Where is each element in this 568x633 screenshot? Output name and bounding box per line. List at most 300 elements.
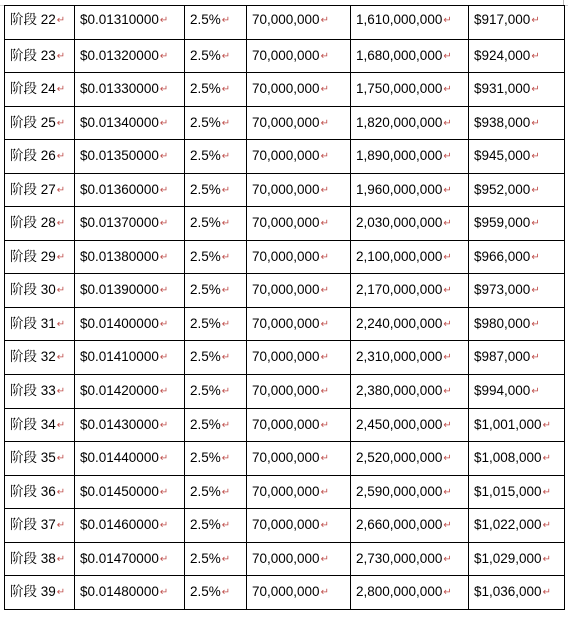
- paragraph-return-icon: ↵: [221, 453, 231, 465]
- amount-cell[interactable]: [469, 240, 565, 274]
- cell-text: $0.01400000: [80, 315, 159, 331]
- cell-text: 2,310,000,000: [356, 349, 443, 365]
- cumulative-cell[interactable]: [351, 475, 469, 509]
- amount-cell[interactable]: [469, 442, 565, 476]
- price-cell[interactable]: [75, 106, 185, 140]
- cell-text: 70,000,000: [252, 248, 320, 264]
- cell-text: 2,380,000,000: [356, 383, 443, 399]
- price-cell[interactable]: [75, 39, 185, 73]
- paragraph-return-icon: ↵: [443, 184, 452, 196]
- cell-text: 2.5%: [190, 383, 221, 399]
- table-row: [5, 274, 565, 308]
- table-row: [5, 576, 565, 610]
- paragraph-return-icon: ↵: [542, 486, 551, 498]
- paragraph-return-icon: ↵: [542, 453, 551, 465]
- cumulative-cell[interactable]: [351, 375, 469, 409]
- price-cell[interactable]: [75, 341, 185, 375]
- cell-text: $0.01390000: [80, 282, 159, 298]
- stage-cell[interactable]: [5, 39, 75, 73]
- allocation-cell[interactable]: [247, 6, 351, 40]
- paragraph-return-icon: ↵: [542, 520, 551, 532]
- allocation-cell[interactable]: [247, 576, 351, 610]
- price-cell[interactable]: [75, 274, 185, 308]
- stage-cell[interactable]: [5, 73, 75, 107]
- paragraph-return-icon: ↵: [159, 285, 169, 297]
- cell-text: $0.01420000: [80, 383, 159, 399]
- paragraph-return-icon: ↵: [320, 318, 329, 330]
- stage-cell[interactable]: [5, 542, 75, 576]
- paragraph-return-icon: ↵: [159, 15, 169, 26]
- cell-text: $1,022,000: [474, 517, 542, 533]
- rate-cell[interactable]: [185, 39, 247, 73]
- cumulative-cell[interactable]: [351, 240, 469, 274]
- paragraph-return-icon: ↵: [221, 251, 231, 263]
- amount-cell[interactable]: [469, 576, 565, 610]
- paragraph-return-icon: ↵: [443, 553, 452, 565]
- rate-cell[interactable]: [185, 509, 247, 543]
- allocation-cell[interactable]: [247, 207, 351, 241]
- allocation-cell[interactable]: [247, 73, 351, 107]
- rate-cell[interactable]: [185, 106, 247, 140]
- stage-cell[interactable]: [5, 375, 75, 409]
- paragraph-return-icon: ↵: [56, 386, 66, 398]
- paragraph-return-icon: ↵: [320, 419, 329, 431]
- table-row: [5, 207, 565, 241]
- rate-cell[interactable]: [185, 173, 247, 207]
- paragraph-return-icon: ↵: [159, 453, 169, 465]
- cell-text: 阶段 39: [10, 584, 56, 600]
- paragraph-return-icon: ↵: [56, 352, 66, 364]
- cumulative-cell[interactable]: [351, 442, 469, 476]
- cell-text: 2.5%: [190, 550, 221, 566]
- paragraph-return-icon: ↵: [320, 587, 329, 599]
- paragraph-return-icon: ↵: [56, 486, 66, 498]
- stage-cell[interactable]: [5, 207, 75, 241]
- cell-text: 阶段 24: [10, 81, 56, 97]
- cell-text: $917,000: [474, 12, 531, 27]
- paragraph-return-icon: ↵: [56, 285, 66, 297]
- paragraph-return-icon: ↵: [443, 218, 452, 230]
- paragraph-return-icon: ↵: [542, 587, 551, 599]
- paragraph-return-icon: ↵: [159, 184, 169, 196]
- paragraph-return-icon: ↵: [221, 553, 231, 565]
- paragraph-return-icon: ↵: [221, 184, 231, 196]
- rate-cell[interactable]: [185, 207, 247, 241]
- price-cell[interactable]: [75, 475, 185, 509]
- paragraph-return-icon: ↵: [443, 453, 452, 465]
- cell-text: $1,008,000: [474, 450, 542, 466]
- cell-text: 2,590,000,000: [356, 483, 443, 499]
- cell-text: 70,000,000: [252, 114, 320, 130]
- price-cell[interactable]: [75, 73, 185, 107]
- table-row: [5, 173, 565, 207]
- price-cell[interactable]: [75, 509, 185, 543]
- paragraph-return-icon: ↵: [56, 184, 66, 196]
- paragraph-return-icon: ↵: [221, 486, 231, 498]
- cell-text: 2,800,000,000: [356, 584, 443, 600]
- paragraph-return-icon: ↵: [443, 486, 452, 498]
- paragraph-return-icon: ↵: [531, 84, 540, 96]
- cell-text: 2,730,000,000: [356, 550, 443, 566]
- stage-cell[interactable]: [5, 509, 75, 543]
- paragraph-return-icon: ↵: [159, 520, 169, 532]
- cell-text: 70,000,000: [252, 315, 320, 331]
- amount-cell[interactable]: [469, 542, 565, 576]
- paragraph-return-icon: ↵: [443, 15, 452, 26]
- cell-text: 70,000,000: [252, 181, 320, 197]
- table-row: [5, 341, 565, 375]
- cell-text: $924,000: [474, 47, 531, 63]
- paragraph-return-icon: ↵: [221, 15, 231, 26]
- paragraph-return-icon: ↵: [56, 520, 66, 532]
- paragraph-return-icon: ↵: [531, 117, 540, 129]
- cumulative-cell[interactable]: [351, 73, 469, 107]
- cell-text: $0.01450000: [80, 483, 159, 499]
- paragraph-return-icon: ↵: [320, 352, 329, 364]
- allocation-cell[interactable]: [247, 542, 351, 576]
- allocation-cell[interactable]: [247, 509, 351, 543]
- cell-text: 2.5%: [190, 47, 221, 63]
- cell-text: 2.5%: [190, 450, 221, 466]
- cell-text: 阶段 36: [10, 483, 56, 499]
- cell-text: $952,000: [474, 181, 531, 197]
- paragraph-return-icon: ↵: [531, 251, 540, 263]
- price-cell[interactable]: [75, 542, 185, 576]
- cell-text: $0.01470000: [80, 550, 159, 566]
- allocation-cell[interactable]: [247, 375, 351, 409]
- allocation-cell[interactable]: [247, 442, 351, 476]
- cell-text: 阶段 30: [10, 282, 56, 298]
- allocation-cell[interactable]: [247, 408, 351, 442]
- cell-text: 阶段 25: [10, 114, 56, 130]
- paragraph-return-icon: ↵: [221, 117, 231, 129]
- cell-text: 70,000,000: [252, 550, 320, 566]
- amount-cell[interactable]: [469, 307, 565, 341]
- cell-text: $1,029,000: [474, 550, 542, 566]
- cumulative-cell[interactable]: [351, 408, 469, 442]
- cell-text: 1,750,000,000: [356, 81, 443, 97]
- cell-text: 70,000,000: [252, 215, 320, 231]
- paragraph-return-icon: ↵: [56, 151, 66, 163]
- amount-cell[interactable]: [469, 140, 565, 174]
- stage-cell[interactable]: [5, 173, 75, 207]
- cell-text: 2.5%: [190, 81, 221, 97]
- stage-cell[interactable]: [5, 240, 75, 274]
- stage-cell[interactable]: [5, 341, 75, 375]
- stage-cell[interactable]: [5, 106, 75, 140]
- amount-cell[interactable]: [469, 341, 565, 375]
- cell-text: 70,000,000: [252, 282, 320, 298]
- paragraph-return-icon: ↵: [221, 520, 231, 532]
- paragraph-return-icon: ↵: [542, 553, 551, 565]
- paragraph-return-icon: ↵: [320, 184, 329, 196]
- cell-text: 2.5%: [190, 248, 221, 264]
- stage-cell[interactable]: [5, 576, 75, 610]
- paragraph-return-icon: ↵: [221, 352, 231, 364]
- cell-text: $1,001,000: [474, 416, 542, 432]
- cell-text: 2,660,000,000: [356, 517, 443, 533]
- cumulative-cell[interactable]: [351, 576, 469, 610]
- rate-cell[interactable]: [185, 576, 247, 610]
- cell-text: 2.5%: [190, 12, 221, 27]
- price-cell[interactable]: [75, 307, 185, 341]
- amount-cell[interactable]: [469, 475, 565, 509]
- paragraph-return-icon: ↵: [320, 386, 329, 398]
- stage-table: [4, 5, 565, 610]
- cumulative-cell[interactable]: [351, 509, 469, 543]
- rate-cell[interactable]: [185, 240, 247, 274]
- paragraph-return-icon: ↵: [159, 151, 169, 163]
- price-cell[interactable]: [75, 408, 185, 442]
- paragraph-return-icon: ↵: [159, 553, 169, 565]
- stage-cell[interactable]: [5, 140, 75, 174]
- stage-cell[interactable]: [5, 408, 75, 442]
- paragraph-return-icon: ↵: [221, 419, 231, 431]
- allocation-cell[interactable]: [247, 341, 351, 375]
- table-row: [5, 542, 565, 576]
- allocation-cell[interactable]: [247, 140, 351, 174]
- price-cell[interactable]: [75, 576, 185, 610]
- amount-cell[interactable]: [469, 73, 565, 107]
- paragraph-return-icon: ↵: [443, 520, 452, 532]
- cell-text: $0.01430000: [80, 416, 159, 432]
- paragraph-return-icon: ↵: [443, 352, 452, 364]
- table-row: [5, 39, 565, 73]
- rate-cell[interactable]: [185, 442, 247, 476]
- paragraph-return-icon: ↵: [320, 285, 329, 297]
- cell-text: $938,000: [474, 114, 531, 130]
- paragraph-return-icon: ↵: [531, 285, 540, 297]
- cumulative-cell[interactable]: [351, 341, 469, 375]
- cell-text: $0.01330000: [80, 81, 159, 97]
- price-cell[interactable]: [75, 6, 185, 40]
- cell-text: 2.5%: [190, 148, 221, 164]
- cell-text: $0.01440000: [80, 450, 159, 466]
- paragraph-return-icon: ↵: [159, 50, 169, 62]
- stage-cell[interactable]: [5, 6, 75, 40]
- allocation-cell[interactable]: [247, 240, 351, 274]
- cell-text: $994,000: [474, 383, 531, 399]
- paragraph-return-icon: ↵: [159, 352, 169, 364]
- cell-text: $945,000: [474, 148, 531, 164]
- paragraph-return-icon: ↵: [56, 453, 66, 465]
- price-cell[interactable]: [75, 173, 185, 207]
- cell-text: 1,960,000,000: [356, 181, 443, 197]
- cell-text: 70,000,000: [252, 416, 320, 432]
- cell-text: $987,000: [474, 349, 531, 365]
- cell-text: 2.5%: [190, 215, 221, 231]
- paragraph-return-icon: ↵: [320, 520, 329, 532]
- paragraph-return-icon: ↵: [542, 419, 551, 431]
- cell-text: 70,000,000: [252, 450, 320, 466]
- table-row: [5, 375, 565, 409]
- paragraph-return-icon: ↵: [221, 84, 231, 96]
- cell-text: 70,000,000: [252, 47, 320, 63]
- paragraph-return-icon: ↵: [159, 486, 169, 498]
- stage-cell[interactable]: [5, 442, 75, 476]
- cell-text: $0.01350000: [80, 148, 159, 164]
- paragraph-return-icon: ↵: [159, 84, 169, 96]
- paragraph-return-icon: ↵: [221, 218, 231, 230]
- table-row: [5, 442, 565, 476]
- paragraph-return-icon: ↵: [56, 318, 66, 330]
- rate-cell[interactable]: [185, 140, 247, 174]
- cell-text: 阶段 37: [10, 517, 56, 533]
- cell-text: 2.5%: [190, 282, 221, 298]
- cell-text: 1,610,000,000: [356, 12, 443, 27]
- paragraph-return-icon: ↵: [443, 251, 452, 263]
- stage-cell[interactable]: [5, 307, 75, 341]
- cell-text: 阶段 29: [10, 248, 56, 264]
- cell-text: 阶段 38: [10, 550, 56, 566]
- rate-cell[interactable]: [185, 542, 247, 576]
- stage-table-body: [5, 6, 565, 610]
- cumulative-cell[interactable]: [351, 39, 469, 73]
- cumulative-cell[interactable]: [351, 106, 469, 140]
- paragraph-return-icon: ↵: [443, 386, 452, 398]
- paragraph-return-icon: ↵: [531, 184, 540, 196]
- cell-text: 2.5%: [190, 114, 221, 130]
- rate-cell[interactable]: [185, 341, 247, 375]
- paragraph-return-icon: ↵: [56, 84, 66, 96]
- allocation-cell[interactable]: [247, 173, 351, 207]
- cell-text: $0.01320000: [80, 47, 159, 63]
- amount-cell[interactable]: [469, 6, 565, 40]
- price-cell[interactable]: [75, 240, 185, 274]
- paragraph-return-icon: ↵: [56, 117, 66, 129]
- cell-text: 1,680,000,000: [356, 47, 443, 63]
- amount-cell[interactable]: [469, 274, 565, 308]
- amount-cell[interactable]: [469, 173, 565, 207]
- paragraph-return-icon: ↵: [56, 587, 66, 599]
- stage-cell[interactable]: [5, 475, 75, 509]
- cell-text: 2.5%: [190, 584, 221, 600]
- rate-cell[interactable]: [185, 307, 247, 341]
- rate-cell[interactable]: [185, 408, 247, 442]
- allocation-cell[interactable]: [247, 274, 351, 308]
- stage-cell[interactable]: [5, 274, 75, 308]
- cell-text: 阶段 32: [10, 349, 56, 365]
- cell-text: 2,520,000,000: [356, 450, 443, 466]
- cell-text: 2.5%: [190, 483, 221, 499]
- cumulative-cell[interactable]: [351, 274, 469, 308]
- paragraph-return-icon: ↵: [531, 15, 540, 26]
- table-row: [5, 73, 565, 107]
- paragraph-return-icon: ↵: [56, 553, 66, 565]
- cell-text: 2.5%: [190, 349, 221, 365]
- table-row: [5, 408, 565, 442]
- paragraph-return-icon: ↵: [320, 486, 329, 498]
- cell-text: 70,000,000: [252, 517, 320, 533]
- rate-cell[interactable]: [185, 274, 247, 308]
- paragraph-return-icon: ↵: [320, 218, 329, 230]
- cumulative-cell[interactable]: [351, 173, 469, 207]
- cell-text: $0.01310000: [80, 12, 159, 27]
- paragraph-return-icon: ↵: [320, 453, 329, 465]
- amount-cell[interactable]: [469, 106, 565, 140]
- amount-cell[interactable]: [469, 39, 565, 73]
- rate-cell[interactable]: [185, 6, 247, 40]
- cell-text: $1,036,000: [474, 584, 542, 600]
- cell-text: $0.01480000: [80, 584, 159, 600]
- cell-text: 2,240,000,000: [356, 315, 443, 331]
- allocation-cell[interactable]: [247, 39, 351, 73]
- paragraph-return-icon: ↵: [443, 117, 452, 129]
- amount-cell[interactable]: [469, 509, 565, 543]
- amount-cell[interactable]: [469, 408, 565, 442]
- paragraph-return-icon: ↵: [56, 15, 66, 26]
- table-row: [5, 307, 565, 341]
- paragraph-return-icon: ↵: [443, 84, 452, 96]
- cell-text: $0.01410000: [80, 349, 159, 365]
- paragraph-return-icon: ↵: [531, 352, 540, 364]
- allocation-cell[interactable]: [247, 475, 351, 509]
- amount-cell[interactable]: [469, 375, 565, 409]
- paragraph-return-icon: ↵: [531, 50, 540, 62]
- cell-text: $931,000: [474, 81, 531, 97]
- cell-text: 2,100,000,000: [356, 248, 443, 264]
- cumulative-cell[interactable]: [351, 6, 469, 40]
- paragraph-return-icon: ↵: [221, 386, 231, 398]
- cell-text: 阶段 35: [10, 450, 56, 466]
- cell-text: $0.01340000: [80, 114, 159, 130]
- amount-cell[interactable]: [469, 207, 565, 241]
- paragraph-return-icon: ↵: [221, 285, 231, 297]
- paragraph-return-icon: ↵: [159, 218, 169, 230]
- table-row: [5, 106, 565, 140]
- cell-text: 70,000,000: [252, 584, 320, 600]
- price-cell[interactable]: [75, 375, 185, 409]
- cell-text: 阶段 28: [10, 215, 56, 231]
- table-row: [5, 240, 565, 274]
- price-cell[interactable]: [75, 442, 185, 476]
- cell-text: 2.5%: [190, 315, 221, 331]
- paragraph-return-icon: ↵: [221, 151, 231, 163]
- cell-text: $959,000: [474, 215, 531, 231]
- rate-cell[interactable]: [185, 73, 247, 107]
- paragraph-return-icon: ↵: [320, 553, 329, 565]
- paragraph-return-icon: ↵: [159, 251, 169, 263]
- cell-text: 2,030,000,000: [356, 215, 443, 231]
- price-cell[interactable]: [75, 140, 185, 174]
- cell-text: 70,000,000: [252, 349, 320, 365]
- cell-text: $0.01370000: [80, 215, 159, 231]
- cumulative-cell[interactable]: [351, 207, 469, 241]
- cell-text: 2,170,000,000: [356, 282, 443, 298]
- price-cell[interactable]: [75, 207, 185, 241]
- table-row: [5, 140, 565, 174]
- cell-text: 2.5%: [190, 517, 221, 533]
- cumulative-cell[interactable]: [351, 140, 469, 174]
- cell-text: 1,890,000,000: [356, 148, 443, 164]
- paragraph-return-icon: ↵: [531, 151, 540, 163]
- cell-text: 70,000,000: [252, 12, 320, 27]
- cumulative-cell[interactable]: [351, 307, 469, 341]
- cumulative-cell[interactable]: [351, 542, 469, 576]
- paragraph-return-icon: ↵: [443, 318, 452, 330]
- paragraph-return-icon: ↵: [159, 117, 169, 129]
- allocation-cell[interactable]: [247, 106, 351, 140]
- rate-cell[interactable]: [185, 475, 247, 509]
- cell-text: $980,000: [474, 315, 531, 331]
- allocation-cell[interactable]: [247, 307, 351, 341]
- cell-text: 阶段 26: [10, 148, 56, 164]
- paragraph-return-icon: ↵: [531, 318, 540, 330]
- cell-text: 阶段 34: [10, 416, 56, 432]
- paragraph-return-icon: ↵: [531, 386, 540, 398]
- rate-cell[interactable]: [185, 375, 247, 409]
- paragraph-return-icon: ↵: [320, 84, 329, 96]
